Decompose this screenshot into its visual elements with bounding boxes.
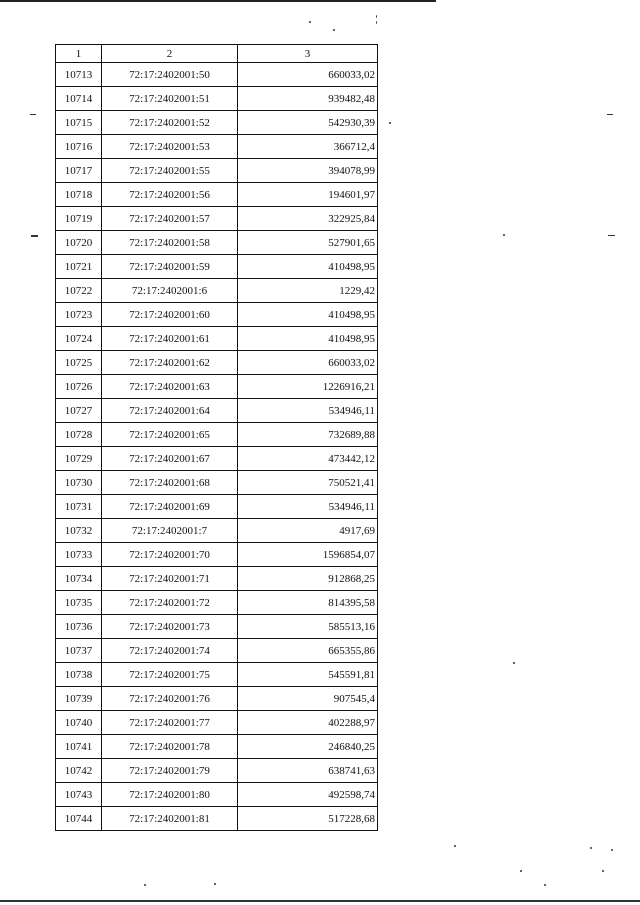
table-row xyxy=(56,135,378,159)
row-number: 10716 xyxy=(56,135,102,159)
cadastral-value: 194601,97 xyxy=(238,183,378,207)
row-number: 10714 xyxy=(56,87,102,111)
table-row xyxy=(56,231,378,255)
scan-speck xyxy=(503,234,505,236)
cadastral-number: 72:17:2402001:50 xyxy=(102,63,238,87)
table-row xyxy=(56,567,378,591)
cadastral-number: 72:17:2402001:75 xyxy=(102,663,238,687)
cadastral-value: 638741,63 xyxy=(238,759,378,783)
row-number: 10734 xyxy=(56,567,102,591)
cadastral-number: 72:17:2402001:76 xyxy=(102,687,238,711)
table-header xyxy=(56,45,378,63)
row-number: 10736 xyxy=(56,615,102,639)
table-row xyxy=(56,591,378,615)
cadastral-value: 4917,69 xyxy=(238,519,378,543)
cadastral-value: 410498,95 xyxy=(238,303,378,327)
table-body xyxy=(56,63,378,831)
scan-speck xyxy=(376,15,377,18)
table-row xyxy=(56,471,378,495)
cadastral-number: 72:17:2402001:61 xyxy=(102,327,238,351)
row-number: 10732 xyxy=(56,519,102,543)
row-number: 10728 xyxy=(56,423,102,447)
cadastral-number: 72:17:2402001:80 xyxy=(102,783,238,807)
cadastral-value: 527901,65 xyxy=(238,231,378,255)
table-row xyxy=(56,375,378,399)
cadastral-number: 72:17:2402001:70 xyxy=(102,543,238,567)
row-number: 10735 xyxy=(56,591,102,615)
table-row xyxy=(56,783,378,807)
cadastral-value: 660033,02 xyxy=(238,63,378,87)
scan-speck xyxy=(333,29,335,31)
cadastral-number: 72:17:2402001:74 xyxy=(102,639,238,663)
cadastral-value: 534946,11 xyxy=(238,495,378,519)
table-row xyxy=(56,711,378,735)
table-row xyxy=(56,111,378,135)
cadastral-number: 72:17:2402001:73 xyxy=(102,615,238,639)
cadastral-value: 585513,16 xyxy=(238,615,378,639)
cadastral-number: 72:17:2402001:65 xyxy=(102,423,238,447)
cadastral-number: 72:17:2402001:56 xyxy=(102,183,238,207)
cadastral-number: 72:17:2402001:68 xyxy=(102,471,238,495)
table-row xyxy=(56,255,378,279)
row-number: 10723 xyxy=(56,303,102,327)
cadastral-value: 534946,11 xyxy=(238,399,378,423)
table-row xyxy=(56,615,378,639)
row-number: 10726 xyxy=(56,375,102,399)
cadastral-value: 1226916,21 xyxy=(238,375,378,399)
scan-speck xyxy=(454,845,456,847)
table-row xyxy=(56,687,378,711)
row-number: 10740 xyxy=(56,711,102,735)
cadastral-value: 939482,48 xyxy=(238,87,378,111)
row-number: 10713 xyxy=(56,63,102,87)
table-row xyxy=(56,423,378,447)
row-number: 10715 xyxy=(56,111,102,135)
scan-speck xyxy=(376,21,377,24)
cadastral-number: 72:17:2402001:60 xyxy=(102,303,238,327)
cadastral-value: 665355,86 xyxy=(238,639,378,663)
row-number: 10725 xyxy=(56,351,102,375)
cadastral-value: 394078,99 xyxy=(238,159,378,183)
row-number: 10731 xyxy=(56,495,102,519)
row-number: 10724 xyxy=(56,327,102,351)
row-number: 10744 xyxy=(56,807,102,831)
cadastral-value: 322925,84 xyxy=(238,207,378,231)
cadastral-number: 72:17:2402001:53 xyxy=(102,135,238,159)
cadastral-number: 72:17:2402001:64 xyxy=(102,399,238,423)
cadastral-value: 410498,95 xyxy=(238,255,378,279)
cadastral-value: 492598,74 xyxy=(238,783,378,807)
table-row xyxy=(56,807,378,831)
cadastral-value: 246840,25 xyxy=(238,735,378,759)
table-row xyxy=(56,639,378,663)
cadastral-number: 72:17:2402001:55 xyxy=(102,159,238,183)
cadastral-value: 542930,39 xyxy=(238,111,378,135)
row-number: 10722 xyxy=(56,279,102,303)
cadastral-value-table xyxy=(55,44,378,831)
table-row xyxy=(56,279,378,303)
row-number: 10737 xyxy=(56,639,102,663)
cadastral-number: 72:17:2402001:62 xyxy=(102,351,238,375)
cadastral-number: 72:17:2402001:57 xyxy=(102,207,238,231)
table-row xyxy=(56,399,378,423)
scan-dash xyxy=(30,114,36,115)
cadastral-number: 72:17:2402001:72 xyxy=(102,591,238,615)
cadastral-value: 732689,88 xyxy=(238,423,378,447)
row-number: 10738 xyxy=(56,663,102,687)
cadastral-number: 72:17:2402001:71 xyxy=(102,567,238,591)
scan-speck xyxy=(214,883,216,885)
table-row xyxy=(56,735,378,759)
table-row xyxy=(56,447,378,471)
header-row xyxy=(56,45,378,63)
row-number: 10727 xyxy=(56,399,102,423)
row-number: 10733 xyxy=(56,543,102,567)
table-row xyxy=(56,183,378,207)
cadastral-value: 1596854,07 xyxy=(238,543,378,567)
scan-edge-top xyxy=(0,0,436,2)
row-number: 10741 xyxy=(56,735,102,759)
table-row xyxy=(56,159,378,183)
cadastral-number: 72:17:2402001:79 xyxy=(102,759,238,783)
cadastral-number: 72:17:2402001:59 xyxy=(102,255,238,279)
row-number: 10739 xyxy=(56,687,102,711)
table-row xyxy=(56,87,378,111)
scan-dash xyxy=(31,235,38,237)
scan-speck xyxy=(309,21,311,23)
row-number: 10720 xyxy=(56,231,102,255)
row-number: 10743 xyxy=(56,783,102,807)
cadastral-value: 402288,97 xyxy=(238,711,378,735)
cadastral-value: 545591,81 xyxy=(238,663,378,687)
scan-speck xyxy=(602,870,604,872)
scan-speck xyxy=(389,122,391,124)
scan-speck xyxy=(590,847,592,849)
cadastral-number: 72:17:2402001:52 xyxy=(102,111,238,135)
table-row xyxy=(56,327,378,351)
scan-dash xyxy=(607,114,613,115)
cadastral-number: 72:17:2402001:51 xyxy=(102,87,238,111)
cadastral-value: 660033,02 xyxy=(238,351,378,375)
cadastral-value: 410498,95 xyxy=(238,327,378,351)
cadastral-value: 473442,12 xyxy=(238,447,378,471)
scan-speck xyxy=(544,884,546,886)
cadastral-number: 72:17:2402001:69 xyxy=(102,495,238,519)
row-number: 10718 xyxy=(56,183,102,207)
column-header-2: 2 xyxy=(102,45,238,63)
table-row xyxy=(56,519,378,543)
column-header-3: 3 xyxy=(238,45,378,63)
scan-speck xyxy=(513,662,515,664)
scan-speck xyxy=(520,870,522,872)
scan-dash xyxy=(608,235,615,236)
cadastral-number: 72:17:2402001:77 xyxy=(102,711,238,735)
table-row xyxy=(56,543,378,567)
table-row xyxy=(56,207,378,231)
cadastral-number: 72:17:2402001:78 xyxy=(102,735,238,759)
cadastral-number: 72:17:2402001:6 xyxy=(102,279,238,303)
table-row xyxy=(56,351,378,375)
cadastral-value: 907545,4 xyxy=(238,687,378,711)
table-row xyxy=(56,303,378,327)
scan-speck xyxy=(611,849,613,851)
cadastral-number: 72:17:2402001:7 xyxy=(102,519,238,543)
cadastral-number: 72:17:2402001:67 xyxy=(102,447,238,471)
cadastral-value: 912868,25 xyxy=(238,567,378,591)
cadastral-value: 1229,42 xyxy=(238,279,378,303)
row-number: 10742 xyxy=(56,759,102,783)
table-row xyxy=(56,663,378,687)
cadastral-value: 366712,4 xyxy=(238,135,378,159)
row-number: 10717 xyxy=(56,159,102,183)
scan-speck xyxy=(144,884,146,886)
cadastral-value: 814395,58 xyxy=(238,591,378,615)
cadastral-number: 72:17:2402001:81 xyxy=(102,807,238,831)
column-header-1: 1 xyxy=(56,45,102,63)
row-number: 10721 xyxy=(56,255,102,279)
table-row xyxy=(56,63,378,87)
scan-edge-bottom xyxy=(0,900,640,902)
cadastral-number: 72:17:2402001:58 xyxy=(102,231,238,255)
row-number: 10730 xyxy=(56,471,102,495)
cadastral-value: 750521,41 xyxy=(238,471,378,495)
table-row xyxy=(56,495,378,519)
cadastral-number: 72:17:2402001:63 xyxy=(102,375,238,399)
table-row xyxy=(56,759,378,783)
row-number: 10729 xyxy=(56,447,102,471)
row-number: 10719 xyxy=(56,207,102,231)
cadastral-value: 517228,68 xyxy=(238,807,378,831)
